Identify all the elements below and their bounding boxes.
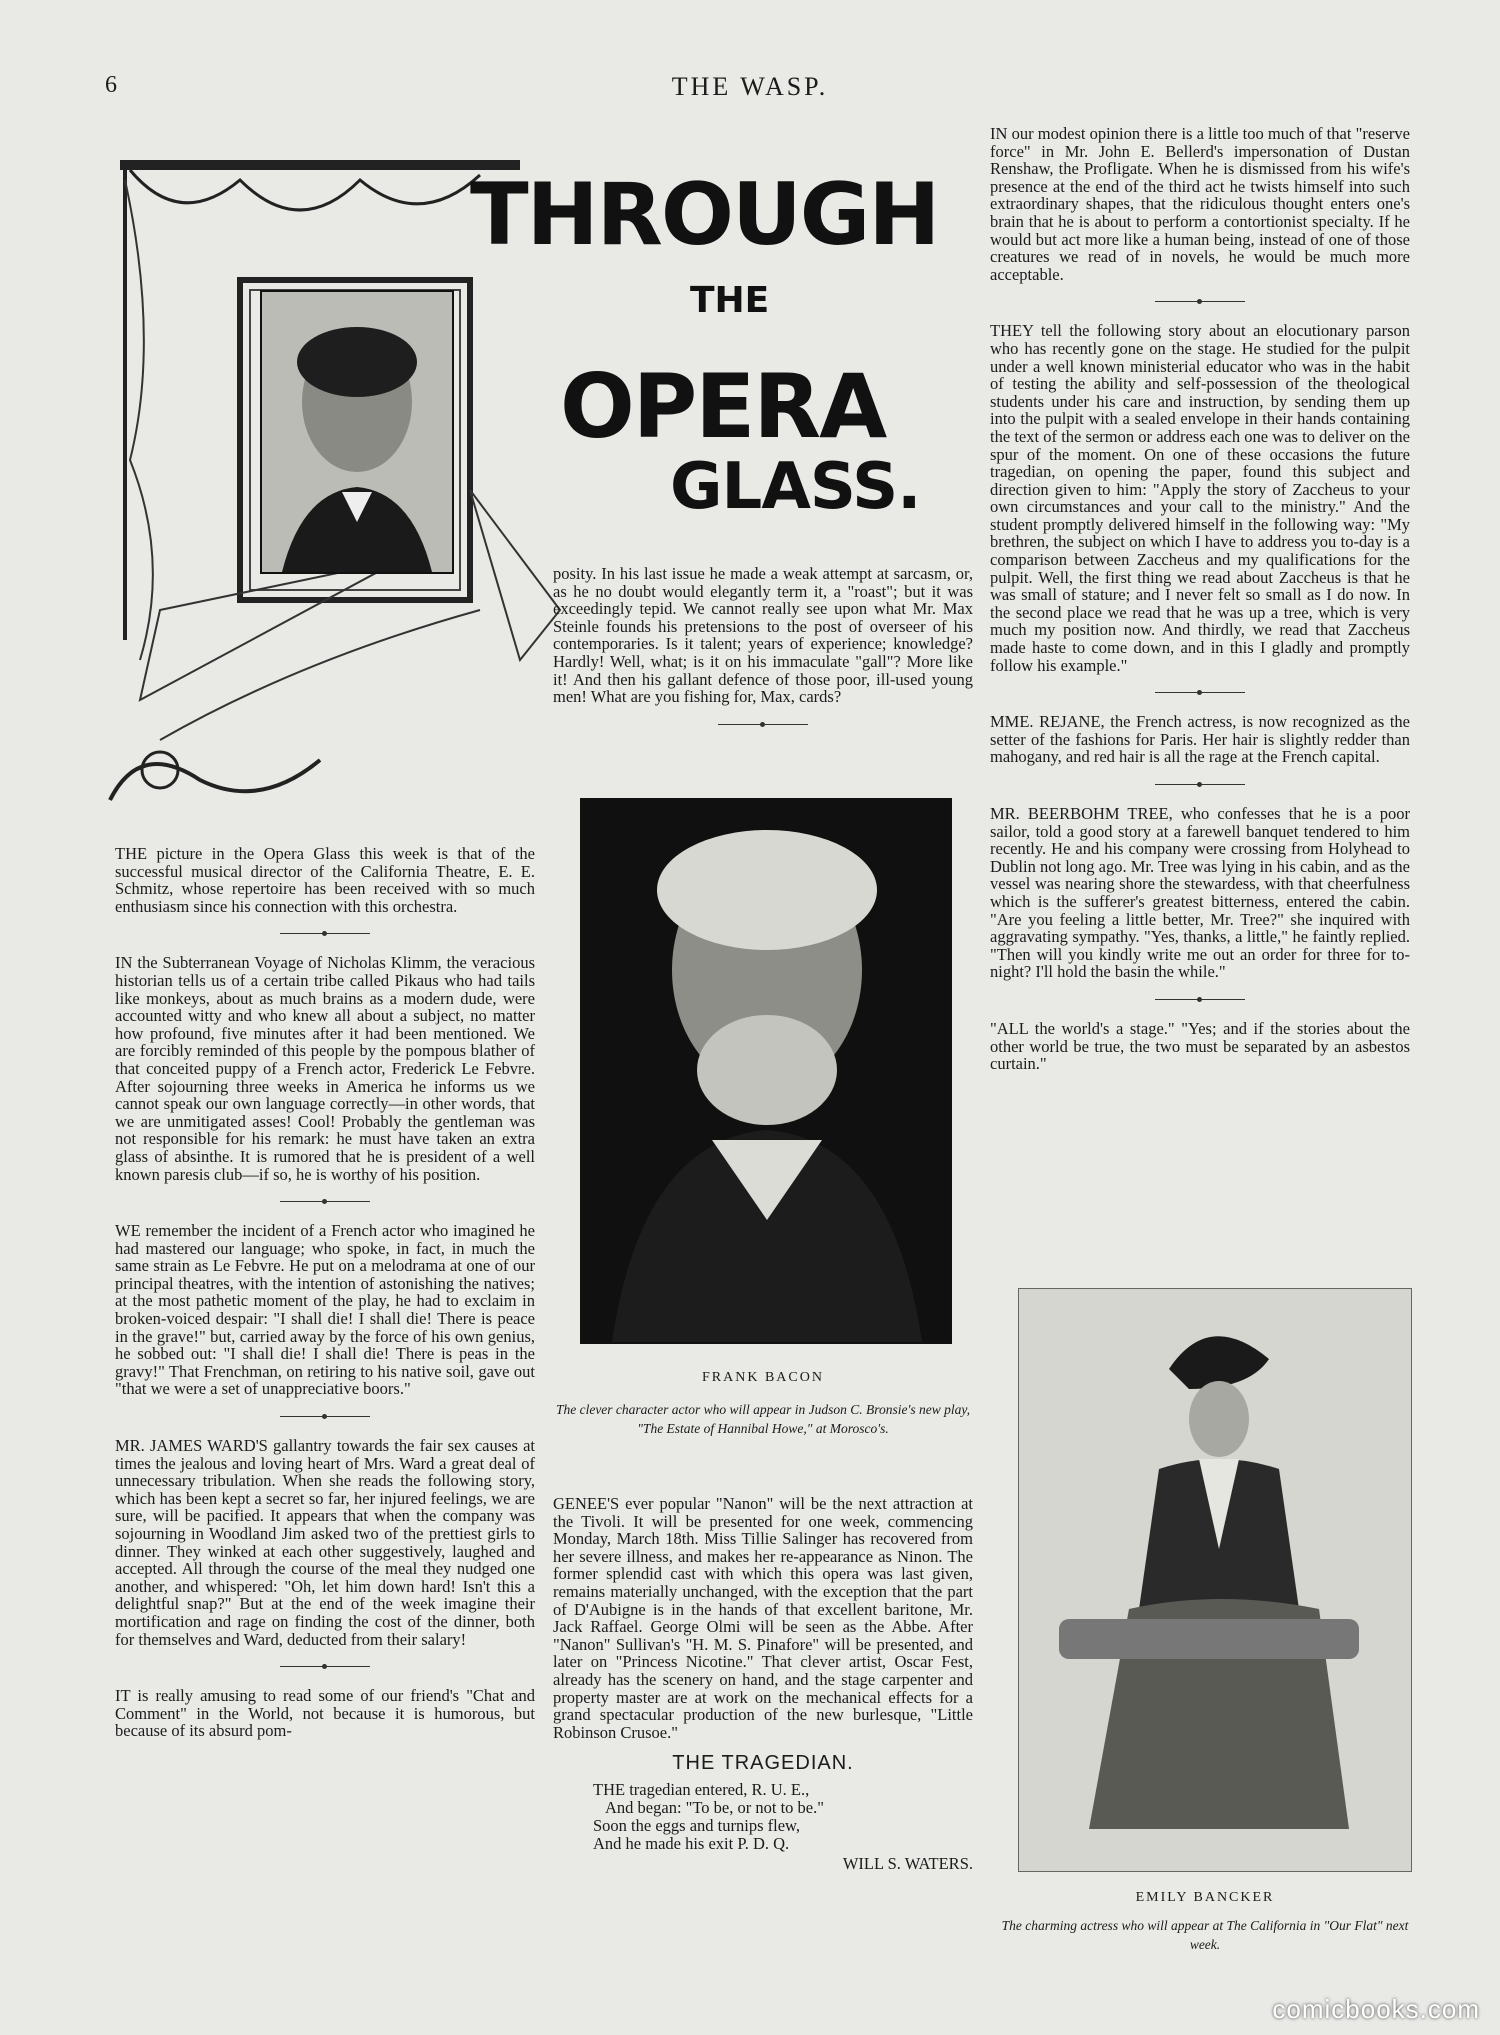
article-klimm: IN the Subterranean Voyage of Nicholas Klimm, the veracious historian tells us of a certain tribe called Pikaus who had tails like monkeys, about as much brains as a modern dude, were accounted witty and who knew all about a subject, no matter how profound, five minutes after it had been mentioned. We are forcibly reminded of this people by the pompous blather of that conceited puppy of a French actor, Frederick Le Febvre. After sojourning three weeks in America he informs us we cannot speak our own language correctly—in other words, that we are unmitigated asses! Cool! Probably the gentleman was not responsible for his remark: he must have taken an extra glass of absinthe. It is rumored that he is president of a well known paresis club—if so, he is worthy of his position. <box>115 953 535 1184</box>
divider <box>718 724 808 725</box>
poem-line: Soon the eggs and turnips flew, <box>593 1815 800 1835</box>
column-2-lower <box>553 1495 973 1873</box>
divider <box>1155 784 1245 785</box>
schmitz-portrait <box>260 290 454 574</box>
poem-title: THE TRAGEDIAN. <box>672 1752 854 1775</box>
emily-bancker-photo <box>1018 1288 1412 1872</box>
column-1 <box>115 845 535 1754</box>
article-rejane: MME. REJANE, the French actress, is now recognized as the setter of the fashions for Paris. Her hair is slightly redder than mahogany, and red hair is all the rage at the French capital. <box>990 712 1410 767</box>
frank-bacon-photo <box>580 798 952 1344</box>
emily-bancker-caption: The charming actress who will appear at The California in "Our Flat" next week. <box>1001 1918 1409 1952</box>
article-elocutionary-parson: THEY tell the following story about an elocutionary parson who has recently gone on the stage. He studied for the pulpit under a well known ministerial educator who was in the habit of testing the ability and self-possession of the theological students under his care and instruction, by sending them up into the pulpit with a sealed envelope in their hands containing the text of the sermon or address each one was to deliver on the spur of the moment. On one of these occasions the future tragedian, on opening the paper, found this subject and direction given to him: "Apply the story of Zaccheus to your own circumstances and your call to the ministry." And the student promptly delivered himself in the following way: "My brethren, the subject on which I have to address you to-day is a comparison between Zaccheus and my qualifications for the pulpit. Well, the first thing we read about Zaccheus is that he was small of stature; and I never felt so small as I do now. In the second place we read that he was up a tree, which is very much my position now. And thirdly, we read that Zaccheus made haste to come down, and in this I gladly and promptly follow his example." <box>990 321 1410 675</box>
divider <box>280 933 370 934</box>
divider <box>280 1201 370 1202</box>
divider <box>280 1666 370 1667</box>
page-number: 6 <box>105 72 117 98</box>
frank-bacon-caption: The clever character actor who will appear in Judson C. Bronsie's new play, "The Estate of Hannibal Howe," at Morosco's. <box>555 1402 971 1436</box>
column-3 <box>990 125 1410 1087</box>
title-glass: GLASS. <box>670 450 921 524</box>
article-bellerd: IN our modest opinion there is a little too much of that "reserve force" in Mr. John E. Bellerd's impersonation of Dustan Renshaw, the Profligate. When he is dismissed from his wife's presence at the end of the third act he twists himself into such extraordinary shapes, that the ridiculous thought enters one's brain that he is about to perform a contortionist specialty. If he would but act more like a human being, instead of one of those creatures we read of in novels, he would be much more acceptable. <box>990 124 1410 284</box>
article-chat-comment: IT is really amusing to read some of our friend's "Chat and Comment" in the World, not because it is humorous, but because of its absurd pom- <box>115 1686 535 1741</box>
divider <box>1155 999 1245 1000</box>
poem-line: And began: "To be, or not to be." <box>605 1797 824 1817</box>
masthead: THE WASP. <box>671 72 829 101</box>
article-worlds-stage: "ALL the world's a stage." "Yes; and if the stories about the other world be true, the two must be separated by an asbestos curtain." <box>990 1018 1410 1074</box>
poem-line: THE tragedian entered, R. U. E., <box>593 1779 810 1799</box>
column-2 <box>553 565 973 745</box>
article-james-ward: MR. JAMES WARD'S gallantry towards the fair sex causes at times the jealous and loving heart of Mrs. Ward a great deal of unnecessary tribulation. When she reads the following story, which has been kept a secret so far, her injured feelings, we are sure, will be pacified. It appears that when the company was sojourning in Woodland Jim asked two of the prettiest girls to dinner. They winked at each other suggestively, laughed and accepted. All through the course of the meal they nudged one another, and whispered: "Oh, let him down hard! Isn't this a delightful snap?" But at the end of the week imagine their mortification and rage on finding the cost of the dinner, both for themselves and Ward, deducted from their salary! <box>115 1436 535 1649</box>
article-schmitz: THE picture in the Opera Glass this week is that of the successful musical director of the California Theatre, E. E. Schmitz, whose repertoire has been received with so much enthusiasm since his connection with this orchestra. <box>115 844 535 916</box>
poem-line: And he made his exit P. D. Q. <box>593 1833 790 1853</box>
title-through: THROUGH <box>470 165 939 265</box>
title-the: THE <box>690 280 770 321</box>
article-beerbohm-tree: MR. BEERBOHM TREE, who confesses that he is a poor sailor, told a good story at a farewell banquet tendered to him recently. He and his company were crossing from Holyhead to Dublin not long ago. Mr. Tree was lying in his cabin, and as the vessel was nearing shore the stewardess, with that cheerfulness which is the sufferer's greatest bitterness, entered the cabin. "Are you feeling a little better, Mr. Tree?" she inquired with aggravating sympathy. "Yes, thanks, a little," he faintly replied. "Then will you kindly write me out an order for three for to-night? I'll hold the basin the while." <box>990 804 1410 982</box>
divider <box>280 1416 370 1417</box>
divider <box>1155 692 1245 693</box>
frank-bacon-name: FRANK BACON <box>702 1370 824 1385</box>
poem-signature: WILL S. WATERS. <box>842 1853 973 1873</box>
article-french-actor: WE remember the incident of a French actor who imagined he had mastered our language; who spoke, in fact, in much the same strain as Le Febvre. He put on a melodrama at one of our principal theatres, with the intention of astonishing the natives; at the most pathetic moment of the play, he had to exclaim in broken-voiced despair: "I shall die! I shall die! There is peace in the grave!" but, carried away by the force of his own genius, he sobbed out: "I shall die! I shall die! There is peas in the gravy!" That Frenchman, on retiring to his native soil, gave out "that we were a set of unappreciative boors." <box>115 1221 535 1399</box>
watermark: comicbooks.com <box>1272 1994 1480 2024</box>
article-nanon: GENEE'S ever popular "Nanon" will be the next attraction at the Tivoli. It will be presented for one week, commencing Monday, March 18th. Miss Tillie Salinger has recovered from her severe illness, and makes her re-appearance as Ninon. The former splendid cast with which this opera was last given, remains materially unchanged, with the exception that the part of D'Aubigne is in the hands of that excellent baritone, Mr. Jack Raffael. George Olmi will be seen as the Abbe. After "Nanon" Sullivan's "H. M. S. Pinafore" will be presented, and later on "Princess Nicotine." That clever artist, Oscar Fest, already has the scenery on hand, and the stage carpenter and property master are at work on the mechanical effects for a grand spectacular production of the new burlesque, "Little Robinson Crusoe." <box>553 1494 973 1742</box>
emily-bancker-name: EMILY BANCKER <box>1135 1890 1275 1905</box>
poem <box>553 1781 973 1873</box>
title-opera: OPERA <box>560 355 886 458</box>
divider <box>1155 301 1245 302</box>
article-posity: posity. In his last issue he made a weak attempt at sarcasm, or, as he no doubt would elegantly term it, a "roast"; but it was exceedingly tepid. We cannot really see upon what Mr. Max Steinle founds his pretensions to the post of overseer of his contemporaries. Is it talent; years of experience; knowledge? Hardly! Well, what; is it on his immaculate "gall"? More like it! And then his gallant defence of those poor, ill-used young men! What are you fishing for, Max, cards? <box>553 564 973 707</box>
